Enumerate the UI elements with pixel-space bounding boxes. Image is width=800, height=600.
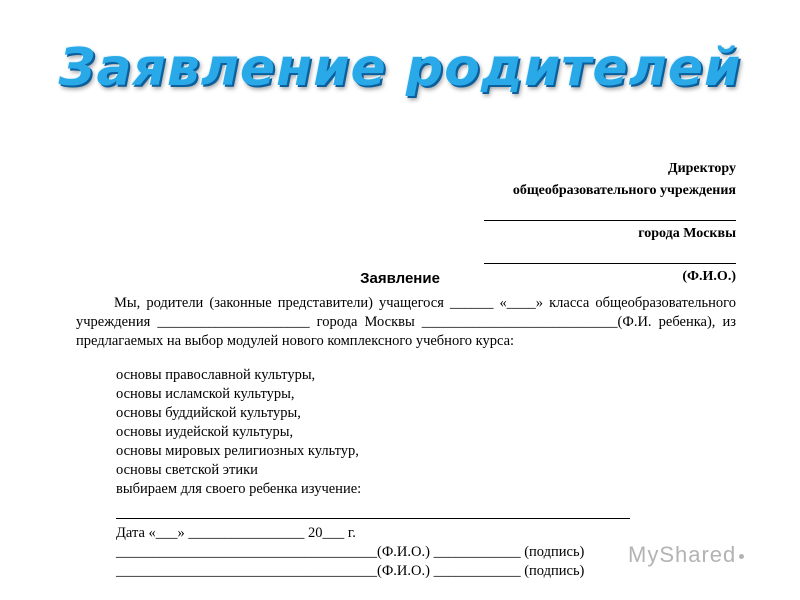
signature-row <box>116 562 630 581</box>
list-item: основы исламской культуры, <box>116 386 295 402</box>
recipient-blank-line <box>484 202 736 221</box>
recipient-line-director: Директору <box>667 161 736 176</box>
signature-fio-label: (Ф.И.О.) <box>377 544 430 560</box>
signature-blank: ____________ <box>433 563 521 579</box>
signature-label: (подпись) <box>524 563 585 579</box>
recipient-line-fio: (Ф.И.О.) <box>682 269 736 284</box>
module-options-list <box>116 366 630 581</box>
statement-paragraph <box>76 294 736 351</box>
document-heading: Заявление <box>360 270 440 287</box>
page-title: Заявление родителей <box>58 38 742 98</box>
list-item: выбираем для своего ребенка изучение: <box>116 481 362 497</box>
watermark-dot-icon <box>739 554 744 559</box>
signature-name-blank: ____________________________________ <box>116 563 377 579</box>
statement-text: Мы, родители (законные представители) учащегося ______ «____» класса общеобразовательного учреждения _____________________ города Москвы ___________________________(Ф.И. ребенка), из предлагаемых на выбор модулей нового комплексного учебного курса: <box>76 295 736 349</box>
recipient-blank-line <box>484 245 736 264</box>
watermark-logo <box>628 542 747 568</box>
signature-name-blank: ____________________________________ <box>116 544 377 560</box>
signature-row <box>116 543 630 562</box>
choice-blank-line <box>116 499 630 519</box>
recipient-line-city: города Москвы <box>638 226 736 241</box>
list-item: основы светской этики <box>116 462 258 478</box>
signature-label: (подпись) <box>524 544 585 560</box>
list-item: основы православной культуры, <box>116 367 316 383</box>
list-item: основы мировых религиозных культур, <box>116 443 359 459</box>
recipient-line-institution: общеобразовательного учреждения <box>512 183 736 198</box>
watermark-text: MyShared <box>628 542 737 567</box>
signature-fio-label: (Ф.И.О.) <box>377 563 430 579</box>
signature-blank: ____________ <box>433 544 521 560</box>
list-item: основы иудейской культуры, <box>116 424 294 440</box>
date-line: Дата «___» ________________ 20___ г. <box>116 525 356 541</box>
list-item: основы буддийской культуры, <box>116 405 301 421</box>
recipient-block <box>484 158 736 288</box>
